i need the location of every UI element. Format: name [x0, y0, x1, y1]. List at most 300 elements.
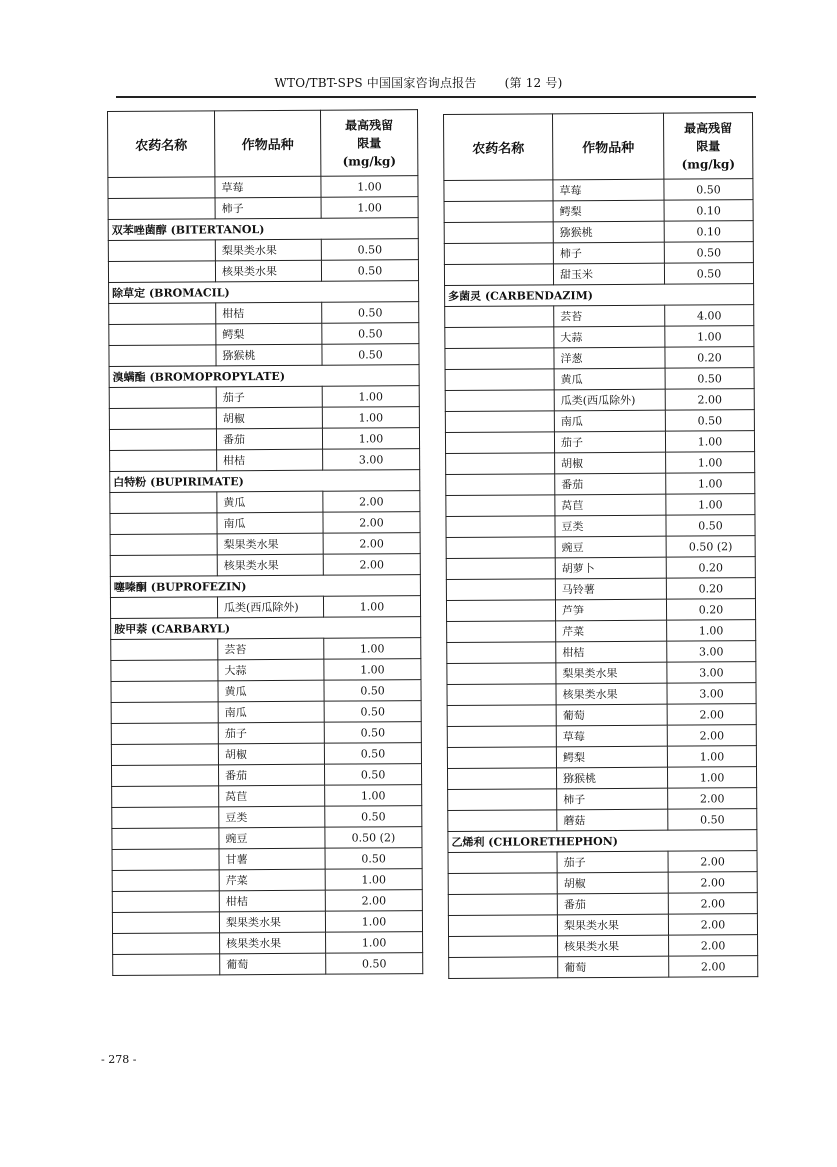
- limit-value-cell: 1.00: [666, 452, 755, 474]
- limit-value-cell: 0.50: [322, 344, 419, 366]
- table-row: [110, 554, 420, 577]
- header-rule: [116, 96, 756, 98]
- crop-cell: 猕猴桃: [216, 344, 322, 366]
- limit-value-cell: 0.50: [324, 722, 421, 744]
- limit-value-cell: 1.00: [667, 620, 756, 642]
- pesticide-name: 噻嗪酮 (BUPROFEZIN): [110, 575, 420, 598]
- crop-cell: 葡萄: [220, 953, 326, 975]
- limit-value-cell: 1.00: [667, 767, 756, 789]
- table-row: [444, 263, 753, 286]
- crop-cell: 鳄梨: [556, 746, 667, 768]
- table-row: [111, 764, 421, 787]
- pesticide-cell: [110, 555, 217, 577]
- pesticide-cell: [444, 222, 553, 244]
- crop-cell: 梨果类水果: [217, 533, 323, 555]
- pesticide-cell: [446, 558, 555, 580]
- table-row: [449, 956, 758, 979]
- table-row: [112, 890, 422, 913]
- limit-value-cell: 1.00: [322, 428, 419, 450]
- pesticide-cell: [445, 411, 554, 433]
- crop-cell: 番茄: [218, 764, 324, 786]
- crop-cell: 南瓜: [217, 512, 323, 534]
- pesticide-cell: [446, 600, 555, 622]
- pesticide-heading-row: [109, 281, 419, 304]
- table-row: [445, 305, 754, 328]
- pesticide-cell: [444, 180, 553, 202]
- table-row: [113, 932, 423, 955]
- table-row: [109, 344, 419, 367]
- crop-cell: 番茄: [216, 428, 322, 450]
- limit-header-line2: 限量: [357, 135, 382, 150]
- crop-cell: 柑桔: [217, 449, 323, 471]
- limit-value-cell: 2.00: [668, 914, 757, 936]
- pesticide-cell: [113, 933, 220, 955]
- limit-value-cell: 1.00: [323, 596, 420, 618]
- table-header-row: [444, 113, 753, 181]
- limit-value-cell: 3.00: [323, 449, 420, 471]
- crop-cell: 芹菜: [219, 869, 325, 891]
- pesticide-cell: [445, 369, 554, 391]
- table-row: [445, 410, 754, 433]
- table-row: [449, 935, 758, 958]
- limit-value-cell: 0.50: [324, 764, 421, 786]
- pesticide-cell: [112, 828, 219, 850]
- pesticide-cell: [448, 915, 557, 937]
- left-residue-table: [107, 109, 422, 976]
- pesticide-name: 双苯唑菌醇 (BITERTANOL): [108, 218, 418, 241]
- table-row: [113, 953, 423, 976]
- crop-cell: 草莓: [215, 176, 321, 198]
- crop-column-header: 作物品种: [215, 110, 321, 177]
- limit-value-cell: 0.50: [321, 239, 418, 261]
- table-row: [448, 788, 757, 811]
- table-row: [447, 704, 756, 727]
- table-row: [110, 533, 420, 556]
- limit-value-cell: 2.00: [325, 890, 422, 912]
- pesticide-cell: [108, 198, 215, 220]
- table-row: [110, 491, 420, 514]
- limit-value-cell: 1.00: [665, 431, 754, 453]
- pesticide-cell: [111, 702, 218, 724]
- table-row: [111, 743, 421, 766]
- limit-value-cell: 1.00: [667, 746, 756, 768]
- limit-value-cell: 2.00: [668, 893, 757, 915]
- limit-header-line2: 限量: [696, 138, 721, 153]
- pesticide-column-header: 农药名称: [108, 111, 215, 178]
- pesticide-cell: [445, 327, 554, 349]
- crop-cell: 胡萝卜: [555, 557, 666, 579]
- table-row: [447, 683, 756, 706]
- pesticide-cell: [108, 177, 215, 199]
- table-row: [448, 893, 757, 916]
- crop-cell: 大蒜: [554, 326, 665, 348]
- pesticide-cell: [448, 852, 557, 874]
- pesticide-cell: [110, 450, 217, 472]
- limit-value-cell: 0.20: [666, 557, 755, 579]
- pesticide-cell: [448, 810, 557, 832]
- pesticide-cell: [449, 936, 558, 958]
- pesticide-column-header: 农药名称: [444, 114, 553, 181]
- table-row: [446, 599, 755, 622]
- pesticide-cell: [112, 786, 219, 808]
- limit-value-cell: 0.50: [664, 242, 753, 264]
- table-row: [109, 407, 419, 430]
- limit-value-cell: 0.20: [666, 578, 755, 600]
- pesticide-name: 多菌灵 (CARBENDAZIM): [445, 284, 754, 307]
- pesticide-cell: [445, 390, 554, 412]
- table-row: [112, 785, 422, 808]
- pesticide-cell: [447, 621, 556, 643]
- pesticide-cell: [111, 723, 218, 745]
- pesticide-cell: [446, 453, 555, 475]
- table-row: [112, 806, 422, 829]
- limit-value-cell: 0.50: [666, 515, 755, 537]
- pesticide-cell: [447, 768, 556, 790]
- crop-cell: 黄瓜: [218, 680, 324, 702]
- limit-value-cell: 1.00: [666, 473, 755, 495]
- limit-value-cell: 0.50 (2): [666, 536, 755, 558]
- limit-value-cell: 1.00: [324, 638, 421, 660]
- limit-value-cell: 0.10: [664, 200, 753, 222]
- table-row: [446, 473, 755, 496]
- pesticide-cell: [113, 954, 220, 976]
- crop-cell: 柑桔: [556, 641, 667, 663]
- pesticide-cell: [109, 408, 216, 430]
- crop-cell: 猕猴桃: [556, 767, 667, 789]
- crop-cell: 葡萄: [556, 704, 667, 726]
- limit-value-cell: 1.00: [324, 659, 421, 681]
- crop-cell: 胡椒: [218, 743, 324, 765]
- pesticide-cell: [446, 495, 555, 517]
- limit-value-cell: 1.00: [665, 326, 754, 348]
- table-row: [446, 515, 755, 538]
- table-row: [446, 494, 755, 517]
- crop-cell: 梨果类水果: [215, 239, 321, 261]
- page-number: - 278 -: [101, 1053, 137, 1066]
- crop-cell: 核果类水果: [215, 260, 321, 282]
- limit-value-cell: 2.00: [323, 533, 420, 555]
- limit-value-cell: 2.00: [667, 725, 756, 747]
- pesticide-cell: [447, 684, 556, 706]
- crop-cell: 核果类水果: [558, 935, 669, 957]
- limit-value-cell: 1.00: [321, 197, 418, 219]
- crop-cell: 柿子: [553, 242, 664, 264]
- table-header-row: [108, 110, 418, 178]
- pesticide-cell: [110, 513, 217, 535]
- pesticide-cell: [448, 789, 557, 811]
- limit-column-header: [320, 110, 417, 177]
- table-row: [112, 869, 422, 892]
- limit-column-header: [663, 113, 752, 180]
- table-row: [445, 347, 754, 370]
- limit-value-cell: 0.50: [664, 179, 753, 201]
- limit-value-cell: 4.00: [665, 305, 754, 327]
- crop-cell: 甜玉米: [553, 263, 664, 285]
- pesticide-heading-row: [110, 575, 420, 598]
- pesticide-cell: [446, 516, 555, 538]
- table-row: [108, 239, 418, 262]
- pesticide-cell: [446, 474, 555, 496]
- pesticide-cell: [108, 261, 215, 283]
- pesticide-cell: [448, 873, 557, 895]
- limit-value-cell: 0.50: [668, 809, 757, 831]
- table-row: [447, 746, 756, 769]
- crop-column-header: 作物品种: [553, 113, 664, 180]
- pesticide-cell: [448, 894, 557, 916]
- limit-value-cell: 2.00: [323, 512, 420, 534]
- limit-value-cell: 2.00: [668, 872, 757, 894]
- pesticide-cell: [112, 849, 219, 871]
- limit-value-cell: 0.50: [665, 368, 754, 390]
- crop-cell: 瓜类(西瓜除外): [217, 596, 323, 618]
- pesticide-name: 乙烯利 (CHLORETHEPHON): [448, 830, 757, 853]
- crop-cell: 番茄: [557, 893, 668, 915]
- table-row: [448, 851, 757, 874]
- table-row: [111, 701, 421, 724]
- crop-cell: 马铃薯: [555, 578, 666, 600]
- table-row: [446, 557, 755, 580]
- limit-value-cell: 2.00: [668, 788, 757, 810]
- pesticide-name: 胺甲萘 (CARBARYL): [111, 617, 421, 640]
- crop-cell: 梨果类水果: [219, 911, 325, 933]
- limit-value-cell: 3.00: [667, 662, 756, 684]
- crop-cell: 黄瓜: [554, 368, 665, 390]
- pesticide-cell: [447, 642, 556, 664]
- table-row: [111, 722, 421, 745]
- pesticide-cell: [111, 681, 218, 703]
- table-row: [109, 323, 419, 346]
- limit-value-cell: 0.50: [665, 410, 754, 432]
- crop-cell: 葡萄: [558, 956, 669, 978]
- pesticide-cell: [445, 348, 554, 370]
- crop-cell: 柿子: [215, 197, 321, 219]
- crop-cell: 茄子: [216, 386, 322, 408]
- limit-value-cell: 2.00: [665, 389, 754, 411]
- table-row: [448, 872, 757, 895]
- limit-value-cell: 2.00: [669, 935, 758, 957]
- limit-value-cell: 2.00: [668, 851, 757, 873]
- crop-cell: 南瓜: [218, 701, 324, 723]
- crop-cell: 莴苣: [219, 785, 325, 807]
- crop-cell: 茄子: [218, 722, 324, 744]
- pesticide-cell: [111, 660, 218, 682]
- limit-header-unit: (mg/kg): [681, 156, 736, 172]
- pesticide-cell: [447, 747, 556, 769]
- limit-value-cell: 1.00: [321, 176, 418, 198]
- pesticide-name: 白特粉 (BUPIRIMATE): [110, 470, 420, 493]
- pesticide-cell: [111, 639, 218, 661]
- table-row: [444, 221, 753, 244]
- limit-value-cell: 1.00: [325, 785, 422, 807]
- crop-cell: 番茄: [555, 473, 666, 495]
- table-row: [110, 449, 420, 472]
- limit-value-cell: 0.50: [325, 848, 422, 870]
- pesticide-name: 溴螨酯 (BROMOPROPYLATE): [109, 365, 419, 388]
- crop-cell: 茄子: [554, 431, 665, 453]
- crop-cell: 大蒜: [218, 659, 324, 681]
- limit-value-cell: 0.50: [324, 701, 421, 723]
- limit-value-cell: 1.00: [325, 911, 422, 933]
- table-row: [112, 827, 422, 850]
- limit-value-cell: 0.20: [666, 599, 755, 621]
- pesticide-heading-row: [448, 830, 757, 853]
- pesticide-cell: [444, 264, 553, 286]
- limit-value-cell: 0.50: [325, 806, 422, 828]
- limit-header-unit: (mg/kg): [342, 153, 397, 169]
- crop-cell: 茄子: [557, 851, 668, 873]
- crop-cell: 猕猴桃: [553, 221, 664, 243]
- table-row: [447, 662, 756, 685]
- table-row: [108, 260, 418, 283]
- pesticide-cell: [447, 663, 556, 685]
- crop-cell: 胡椒: [555, 452, 666, 474]
- pesticide-cell: [446, 537, 555, 559]
- table-row: [446, 452, 755, 475]
- pesticide-cell: [112, 912, 219, 934]
- limit-value-cell: 1.00: [666, 494, 755, 516]
- table-row: [445, 326, 754, 349]
- limit-value-cell: 0.50 (2): [325, 827, 422, 849]
- table-row: [110, 512, 420, 535]
- table-row: [110, 596, 420, 619]
- crop-cell: 莴苣: [555, 494, 666, 516]
- crop-cell: 鳄梨: [553, 200, 664, 222]
- crop-cell: 甘薯: [219, 848, 325, 870]
- crop-cell: 芸苔: [218, 638, 324, 660]
- crop-cell: 洋葱: [554, 347, 665, 369]
- pesticide-cell: [109, 345, 216, 367]
- table-row: [108, 197, 418, 220]
- crop-cell: 芸苔: [554, 305, 665, 327]
- limit-value-cell: 0.10: [664, 221, 753, 243]
- table-row: [445, 368, 754, 391]
- limit-value-cell: 0.50: [326, 953, 423, 975]
- limit-value-cell: 0.50: [322, 323, 419, 345]
- crop-cell: 核果类水果: [220, 932, 326, 954]
- pesticide-heading-row: [110, 470, 420, 493]
- crop-cell: 核果类水果: [556, 683, 667, 705]
- pesticide-cell: [109, 324, 216, 346]
- crop-cell: 柑桔: [216, 302, 322, 324]
- pesticide-cell: [445, 306, 554, 328]
- pesticide-heading-row: [111, 617, 421, 640]
- table-row: [111, 638, 421, 661]
- limit-value-cell: 0.20: [665, 347, 754, 369]
- table-row: [109, 428, 419, 451]
- table-row: [448, 914, 757, 937]
- limit-value-cell: 0.50: [324, 680, 421, 702]
- crop-cell: 梨果类水果: [557, 914, 668, 936]
- pesticide-cell: [449, 957, 558, 979]
- limit-header-line1: 最高残留: [345, 117, 394, 133]
- pesticide-cell: [111, 744, 218, 766]
- pesticide-cell: [447, 726, 556, 748]
- pesticide-cell: [110, 597, 217, 619]
- crop-cell: 柿子: [557, 788, 668, 810]
- crop-cell: 豌豆: [555, 536, 666, 558]
- crop-cell: 南瓜: [554, 410, 665, 432]
- limit-value-cell: 0.50: [322, 302, 419, 324]
- limit-value-cell: 2.00: [323, 491, 420, 513]
- pesticide-cell: [109, 303, 216, 325]
- crop-cell: 黄瓜: [217, 491, 323, 513]
- pesticide-cell: [108, 240, 215, 262]
- limit-value-cell: 3.00: [667, 641, 756, 663]
- limit-value-cell: 0.50: [324, 743, 421, 765]
- limit-header-line1: 最高残留: [684, 120, 733, 136]
- table-row: [111, 680, 421, 703]
- crop-cell: 芹菜: [556, 620, 667, 642]
- table-row: [112, 848, 422, 871]
- pesticide-cell: [112, 891, 219, 913]
- table-row: [111, 659, 421, 682]
- crop-cell: 芦笋: [555, 599, 666, 621]
- limit-value-cell: 3.00: [667, 683, 756, 705]
- pesticide-cell: [445, 432, 554, 454]
- pesticide-cell: [112, 870, 219, 892]
- crop-cell: 柑桔: [219, 890, 325, 912]
- header-title: WTO/TBT-SPS 中国国家咨询点报告: [274, 76, 477, 90]
- table-row: [445, 431, 754, 454]
- crop-cell: 梨果类水果: [556, 662, 667, 684]
- pesticide-cell: [444, 201, 553, 223]
- pesticide-cell: [112, 807, 219, 829]
- limit-value-cell: 1.00: [325, 869, 422, 891]
- table-row: [109, 302, 419, 325]
- right-residue-table: [443, 112, 757, 979]
- limit-value-cell: 2.00: [669, 956, 758, 978]
- limit-value-cell: 0.50: [664, 263, 753, 285]
- pesticide-heading-row: [445, 284, 754, 307]
- crop-cell: 草莓: [556, 725, 667, 747]
- table-row: [112, 911, 422, 934]
- table-row: [447, 725, 756, 748]
- table-row: [445, 389, 754, 412]
- crop-cell: 鳄梨: [216, 323, 322, 345]
- crop-cell: 核果类水果: [217, 554, 323, 576]
- crop-cell: 豆类: [219, 806, 325, 828]
- limit-value-cell: 2.00: [667, 704, 756, 726]
- table-row: [444, 242, 753, 265]
- limit-value-cell: 0.50: [321, 260, 418, 282]
- limit-value-cell: 1.00: [326, 932, 423, 954]
- header-issue: (第 12 号): [504, 76, 563, 90]
- pesticide-cell: [444, 243, 553, 265]
- pesticide-cell: [110, 534, 217, 556]
- crop-cell: 瓜类(西瓜除外): [554, 389, 665, 411]
- table-row: [444, 179, 753, 202]
- table-row: [444, 200, 753, 223]
- limit-value-cell: 2.00: [323, 554, 420, 576]
- table-row: [446, 536, 755, 559]
- pesticide-heading-row: [108, 218, 418, 241]
- pesticide-cell: [109, 387, 216, 409]
- crop-cell: 豆类: [555, 515, 666, 537]
- pesticide-cell: [446, 579, 555, 601]
- table-row: [448, 809, 757, 832]
- table-row: [447, 641, 756, 664]
- crop-cell: 蘑菇: [557, 809, 668, 831]
- crop-cell: 胡椒: [557, 872, 668, 894]
- crop-cell: 豌豆: [219, 827, 325, 849]
- table-row: [108, 176, 418, 199]
- pesticide-cell: [109, 429, 216, 451]
- table-row: [446, 578, 755, 601]
- crop-cell: 胡椒: [216, 407, 322, 429]
- limit-value-cell: 1.00: [322, 386, 419, 408]
- pesticide-heading-row: [109, 365, 419, 388]
- table-row: [447, 767, 756, 790]
